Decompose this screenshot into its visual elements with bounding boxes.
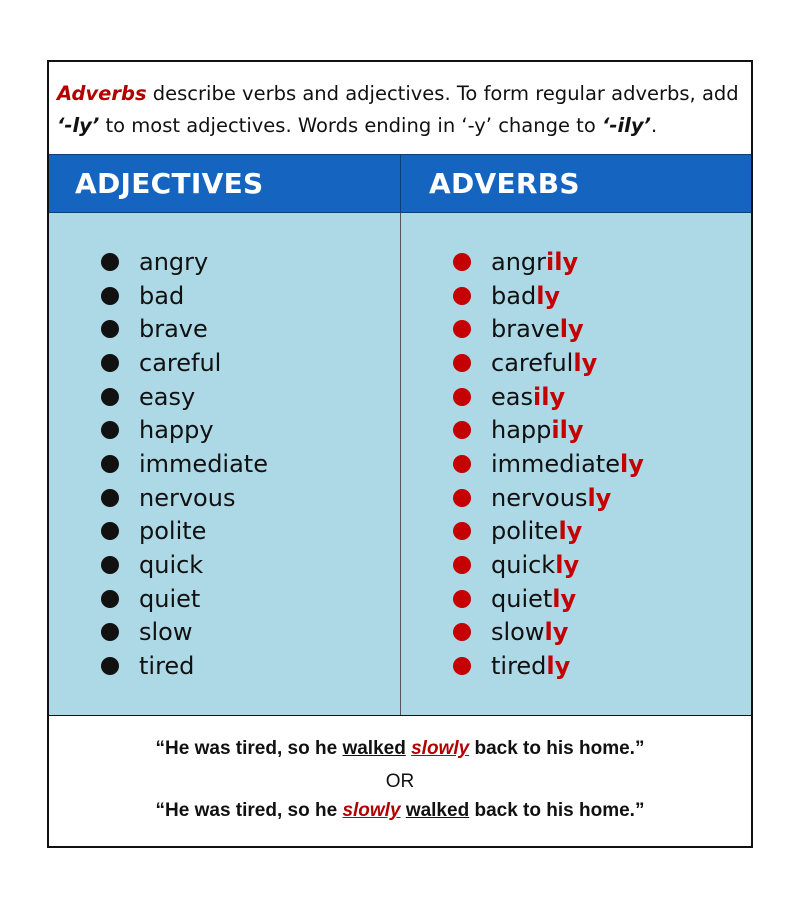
adverb-item <box>453 380 644 414</box>
adverb-item <box>453 649 644 683</box>
adjective-word: polite <box>139 517 207 546</box>
adverb-stem: bad <box>491 281 537 310</box>
adjective-item <box>101 616 268 650</box>
adverbs-list <box>453 245 644 683</box>
example-2-part-e: back to his home.” <box>469 800 645 821</box>
adverb-item <box>453 279 644 313</box>
bullet-icon <box>101 623 119 641</box>
example-sentence-2 <box>49 800 751 822</box>
adjective-item <box>101 481 268 515</box>
adverb-suffix: ly <box>546 652 571 681</box>
or-text: OR <box>385 771 415 792</box>
bullet-icon <box>453 354 471 372</box>
example-1-part-e: back to his home.” <box>469 738 645 759</box>
example-2-slowly: slowly <box>342 800 401 821</box>
adverbs-header: ADVERBS <box>429 167 580 200</box>
adverb-stem: brave <box>491 315 560 344</box>
adverb-suffix: ly <box>555 551 580 580</box>
adverb-suffix: ly <box>544 618 569 647</box>
bullet-icon <box>453 522 471 540</box>
adverb-item <box>453 582 644 616</box>
adjective-word: easy <box>139 382 196 411</box>
intro-end: . <box>650 114 658 137</box>
bullet-icon <box>453 287 471 305</box>
adjective-word: careful <box>139 348 222 377</box>
bullet-icon <box>453 489 471 507</box>
adverb-suffix: ly <box>587 483 612 512</box>
bullet-icon <box>101 287 119 305</box>
adverb-suffix: ily <box>546 247 579 276</box>
bullet-icon <box>453 421 471 439</box>
adjective-item <box>101 245 268 279</box>
bullet-icon <box>453 623 471 641</box>
adverb-suffix: ly <box>536 281 561 310</box>
adverb-suffix: ly <box>552 584 577 613</box>
bullet-icon <box>453 657 471 675</box>
adjective-item <box>101 649 268 683</box>
adjective-word: angry <box>139 247 209 276</box>
adverb-stem: angr <box>491 247 547 276</box>
adverb-stem: slow <box>491 618 545 647</box>
bullet-icon <box>453 253 471 271</box>
example-1-slowly: slowly <box>411 738 470 759</box>
adverb-stem: careful <box>491 348 574 377</box>
example-1-part-a: “He was tired, so he <box>155 738 343 759</box>
example-2-part-a: “He was tired, so he <box>155 800 343 821</box>
adjective-word: quick <box>139 551 204 580</box>
bullet-icon <box>453 455 471 473</box>
adverb-item <box>453 312 644 346</box>
bullet-icon <box>453 320 471 338</box>
adverb-stem: tired <box>491 652 547 681</box>
adjective-word: nervous <box>139 483 236 512</box>
adjectives-header: ADJECTIVES <box>75 167 264 200</box>
adjective-item <box>101 515 268 549</box>
word-table <box>49 213 751 716</box>
intro-ily: ‘-ily’ <box>601 114 651 137</box>
adverb-stem: quick <box>491 551 556 580</box>
bullet-icon <box>101 354 119 372</box>
adverbs-chart <box>47 60 753 848</box>
adjective-item <box>101 312 268 346</box>
adverb-item <box>453 346 644 380</box>
adverb-item <box>453 447 644 481</box>
intro-text-2: to most adjectives. Words ending in ‘-y’ change to <box>99 114 602 137</box>
adjective-item <box>101 380 268 414</box>
adverb-stem: immediate <box>491 449 620 478</box>
bullet-icon <box>101 556 119 574</box>
adjective-item <box>101 279 268 313</box>
header-row <box>49 154 751 213</box>
adverb-suffix: ily <box>532 382 566 411</box>
bullet-icon <box>101 590 119 608</box>
bullet-icon <box>453 388 471 406</box>
bullet-icon <box>101 522 119 540</box>
intro-adverbs-word: Adverbs <box>57 82 147 105</box>
adjective-item <box>101 346 268 380</box>
adverb-stem: polite <box>491 517 559 546</box>
intro-ly: ‘-ly’ <box>57 114 100 137</box>
example-2-walked: walked <box>405 800 470 821</box>
bullet-icon <box>101 320 119 338</box>
adverb-suffix: ly <box>558 517 583 546</box>
adverb-suffix: ily <box>551 416 584 445</box>
adverb-stem: eas <box>491 382 533 411</box>
adverb-item <box>453 413 644 447</box>
example-sentence-1 <box>49 738 751 760</box>
adjective-item <box>101 582 268 616</box>
bullet-icon <box>101 455 119 473</box>
adverb-item <box>453 515 644 549</box>
column-divider <box>400 213 401 715</box>
adjective-word: bad <box>139 281 185 310</box>
adverb-stem: happ <box>491 416 552 445</box>
adjective-word: happy <box>139 416 214 445</box>
bullet-icon <box>101 421 119 439</box>
adverb-item <box>453 245 644 279</box>
example-box <box>49 716 751 846</box>
adjective-item <box>101 548 268 582</box>
adverb-suffix: ly <box>559 315 584 344</box>
adjective-word: immediate <box>139 449 268 478</box>
bullet-icon <box>453 590 471 608</box>
header-divider <box>400 155 401 212</box>
adjective-word: slow <box>139 618 193 647</box>
adjective-word: brave <box>139 315 208 344</box>
adverb-suffix: ly <box>573 348 598 377</box>
adjective-word: quiet <box>139 584 201 613</box>
adverb-item <box>453 481 644 515</box>
adverb-stem: nervous <box>491 483 588 512</box>
adverb-stem: quiet <box>491 584 553 613</box>
bullet-icon <box>101 489 119 507</box>
intro-text-1: describe verbs and adjectives. To form regular adverbs, add <box>146 82 739 105</box>
adjective-item <box>101 413 268 447</box>
adverb-item <box>453 548 644 582</box>
adverb-suffix: ly <box>619 449 644 478</box>
intro-text <box>49 62 751 154</box>
example-1-walked: walked <box>342 738 406 759</box>
bullet-icon <box>101 388 119 406</box>
bullet-icon <box>101 657 119 675</box>
adverb-item <box>453 616 644 650</box>
adjectives-list <box>101 245 268 683</box>
adjective-word: tired <box>139 652 195 681</box>
bullet-icon <box>453 556 471 574</box>
adjective-item <box>101 447 268 481</box>
bullet-icon <box>101 253 119 271</box>
